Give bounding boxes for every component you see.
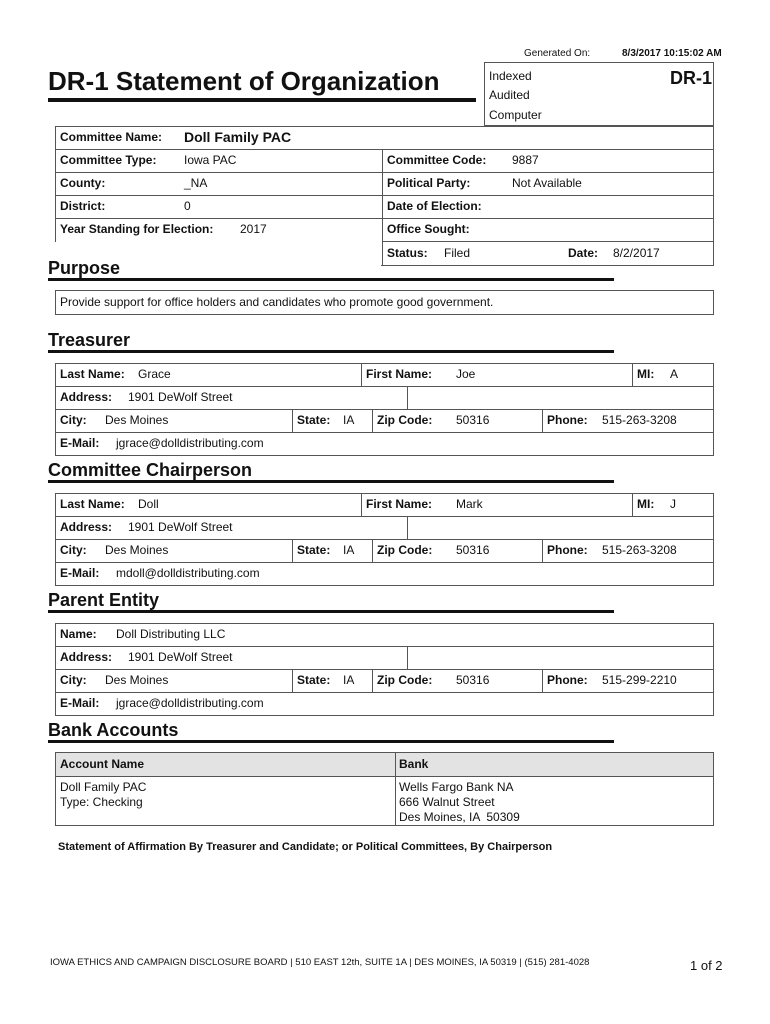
parent-zip-label: Zip Code: — [377, 673, 433, 687]
status-computer: Computer — [489, 108, 542, 122]
filing-date-label: Date: — [568, 246, 599, 260]
title-underline — [48, 98, 476, 102]
treasurer-mi: A — [670, 367, 679, 381]
bank-name: Wells Fargo Bank NA — [399, 780, 514, 794]
political-party-label: Political Party: — [387, 176, 471, 190]
chair-first-label: First Name: — [366, 497, 433, 511]
treasurer-last-label: Last Name: — [60, 367, 125, 381]
parent-city-label: City: — [60, 673, 87, 687]
chair-mi-label: MI: — [637, 497, 655, 511]
chair-zip-label: Zip Code: — [377, 543, 433, 557]
parent-address-label: Address: — [60, 650, 113, 664]
purpose-heading: Purpose — [48, 258, 121, 278]
parent-name: Doll Distributing LLC — [116, 627, 226, 641]
status-indexed: Indexed — [489, 69, 532, 83]
parent-city: Des Moines — [105, 673, 169, 687]
year-standing-label: Year Standing for Election: — [60, 222, 214, 236]
page-title: DR-1 Statement of Organization — [48, 66, 440, 96]
treasurer-state-label: State: — [297, 413, 331, 427]
treasurer-address: 1901 DeWolf Street — [128, 390, 233, 404]
generated-on-label: Generated On: — [524, 48, 591, 59]
chair-zip: 50316 — [456, 543, 490, 557]
treasurer-zip-label: Zip Code: — [377, 413, 433, 427]
treasurer-city: Des Moines — [105, 413, 169, 427]
year-standing: 2017 — [240, 222, 267, 236]
committee-type-label: Committee Type: — [60, 153, 157, 167]
treasurer-email-label: E-Mail: — [60, 436, 100, 450]
form-code: DR-1 — [670, 68, 713, 88]
parent-zip: 50316 — [456, 673, 490, 687]
committee-code: 9887 — [512, 153, 539, 167]
treasurer-state: IA — [343, 413, 355, 427]
parent-phone: 515-299-2210 — [602, 673, 677, 687]
treasurer-zip: 50316 — [456, 413, 490, 427]
political-party: Not Available — [512, 176, 582, 190]
page-number: 1 of 2 — [690, 958, 723, 973]
status-value: Filed — [444, 246, 471, 260]
district: 0 — [184, 199, 191, 213]
chair-address: 1901 DeWolf Street — [128, 520, 233, 534]
committee-name: Doll Family PAC — [184, 129, 292, 145]
chair-phone-label: Phone: — [547, 543, 588, 557]
chair-phone: 515-263-3208 — [602, 543, 677, 557]
bank-account-name: Doll Family PAC — [60, 780, 147, 794]
committee-name-label: Committee Name: — [60, 130, 163, 144]
chair-first: Mark — [456, 497, 483, 511]
bank-col-bank: Bank — [399, 757, 429, 771]
chair-last: Doll — [138, 497, 159, 511]
parent-state: IA — [343, 673, 355, 687]
treasurer-mi-label: MI: — [637, 367, 655, 381]
date-of-election-label: Date of Election: — [387, 199, 482, 213]
chair-address-label: Address: — [60, 520, 113, 534]
bank-accounts-heading: Bank Accounts — [48, 720, 179, 740]
parent-phone-label: Phone: — [547, 673, 588, 687]
treasurer-first-label: First Name: — [366, 367, 433, 381]
treasurer-phone: 515-263-3208 — [602, 413, 677, 427]
parent-email-label: E-Mail: — [60, 696, 100, 710]
chair-email: mdoll@dolldistributing.com — [116, 566, 260, 580]
committee-code-label: Committee Code: — [387, 153, 487, 167]
office-sought-label: Office Sought: — [387, 222, 470, 236]
parent-state-label: State: — [297, 673, 331, 687]
filing-date: 8/2/2017 — [613, 246, 660, 260]
chair-email-label: E-Mail: — [60, 566, 100, 580]
chair-city-label: City: — [60, 543, 87, 557]
chair-mi: J — [670, 497, 676, 511]
bank-account-type: Type: Checking — [60, 795, 143, 809]
bank-city: Des Moines, IA 50309 — [399, 810, 520, 824]
bank-col-account: Account Name — [60, 757, 145, 771]
chairperson-heading: Committee Chairperson — [48, 460, 253, 480]
parent-name-label: Name: — [60, 627, 97, 641]
treasurer-address-label: Address: — [60, 390, 113, 404]
treasurer-city-label: City: — [60, 413, 87, 427]
status-audited: Audited — [489, 88, 530, 102]
treasurer-phone-label: Phone: — [547, 413, 588, 427]
treasurer-email: jgrace@dolldistributing.com — [116, 436, 264, 450]
generated-on-value: 8/3/2017 10:15:02 AM — [622, 48, 722, 59]
county-label: County: — [60, 176, 106, 190]
treasurer-last: Grace — [138, 367, 171, 381]
status-label: Status: — [387, 246, 428, 260]
parent-entity-heading: Parent Entity — [48, 590, 160, 610]
chair-state-label: State: — [297, 543, 331, 557]
chair-city: Des Moines — [105, 543, 169, 557]
parent-address: 1901 DeWolf Street — [128, 650, 233, 664]
committee-type: Iowa PAC — [184, 153, 237, 167]
treasurer-first: Joe — [456, 367, 476, 381]
bank-street: 666 Walnut Street — [399, 795, 495, 809]
parent-email: jgrace@dolldistributing.com — [116, 696, 264, 710]
chair-last-label: Last Name: — [60, 497, 125, 511]
district-label: District: — [60, 199, 106, 213]
footer-address: IOWA ETHICS AND CAMPAIGN DISCLOSURE BOARD | 510 EAST 12th, SUITE 1A | DES MOINES, IA 50319 | (515) 281-4028 — [50, 957, 590, 968]
bank-table — [55, 752, 714, 826]
county: _NA — [184, 176, 208, 190]
purpose-text: Provide support for office holders and candidates who promote good government. — [60, 295, 494, 309]
treasurer-heading: Treasurer — [48, 330, 131, 350]
chair-state: IA — [343, 543, 355, 557]
affirmation-statement: Statement of Affirmation By Treasurer and Candidate; or Political Committees, By Chairperson — [58, 841, 553, 853]
